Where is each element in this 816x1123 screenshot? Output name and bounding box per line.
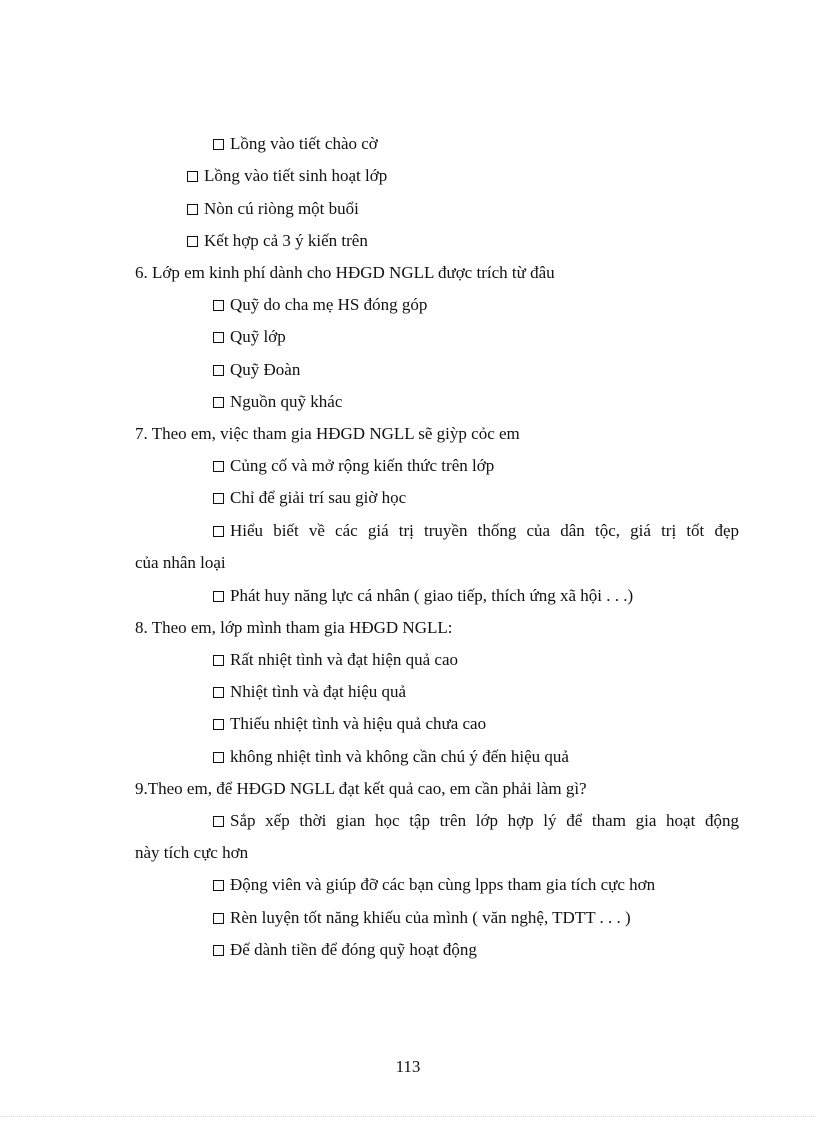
option-checkbox-row[interactable] xyxy=(187,199,359,219)
option-label: Để dành tiền để đóng quỹ hoạt động xyxy=(230,940,477,959)
option-checkbox-row[interactable] xyxy=(213,360,300,380)
question-8-text: 8. Theo em, lớp mình tham gia HĐGD NGLL: xyxy=(135,618,453,637)
option-label-continuation: này tích cực hơn xyxy=(135,843,249,862)
option-label: Nguồn quỹ khác xyxy=(230,392,343,411)
option-checkbox-row[interactable] xyxy=(213,295,427,315)
option-checkbox-row[interactable] xyxy=(213,747,569,767)
option-checkbox-row[interactable] xyxy=(213,940,477,960)
checkbox-icon[interactable] xyxy=(187,236,198,247)
option-label: Hiểu biết về các giá trị truyền thống của dân tộc, giá trị tốt đẹp xyxy=(230,521,739,540)
option-checkbox-row[interactable] xyxy=(213,650,458,670)
option-checkbox-row[interactable] xyxy=(213,714,486,734)
option-checkbox-row[interactable] xyxy=(213,488,406,508)
page-number: 113 xyxy=(395,1057,421,1076)
option-label: Sắp xếp thời gian học tập trên lớp hợp lý để tham gia hoạt động xyxy=(230,811,739,830)
option-label: không nhiệt tình và không cần chú ý đến hiệu quả xyxy=(230,747,569,766)
option-checkbox-row[interactable] xyxy=(213,327,286,347)
checkbox-icon[interactable] xyxy=(187,171,198,182)
checkbox-icon[interactable] xyxy=(187,204,198,215)
option-label: Quỹ do cha mẹ HS đóng góp xyxy=(230,295,428,314)
option-label: Lồng vào tiết sinh hoạt lớp xyxy=(204,166,388,185)
option-label: Chỉ để giải trí sau giờ học xyxy=(230,488,407,507)
checkbox-icon[interactable] xyxy=(213,752,224,763)
checkbox-icon[interactable] xyxy=(213,655,224,666)
option-label: Kết hợp cả 3 ý kiến trên xyxy=(204,231,368,250)
checkbox-icon[interactable] xyxy=(213,332,224,343)
checkbox-icon[interactable] xyxy=(213,493,224,504)
checkbox-icon[interactable] xyxy=(213,300,224,311)
question-7-text: 7. Theo em, việc tham gia HĐGD NGLL sẽ giỳp cỏc em xyxy=(135,424,520,443)
option-checkbox-row[interactable] xyxy=(213,682,406,702)
option-checkbox-row[interactable] xyxy=(213,521,739,541)
option-checkbox-row[interactable] xyxy=(213,875,655,895)
option-checkbox-row[interactable] xyxy=(213,586,633,606)
option-checkbox-row[interactable] xyxy=(187,166,387,186)
option-checkbox-row[interactable] xyxy=(213,811,739,831)
option-checkbox-row[interactable] xyxy=(187,231,368,251)
option-checkbox-row[interactable] xyxy=(213,392,342,412)
question-6-text: 6. Lớp em kinh phí dành cho HĐGD NGLL được trích từ đâu xyxy=(135,263,555,282)
footer-divider xyxy=(0,1116,816,1118)
checkbox-icon[interactable] xyxy=(213,687,224,698)
option-label: Nòn cú riòng một buổi xyxy=(204,199,359,218)
option-checkbox-row[interactable] xyxy=(213,908,631,928)
option-label: Quỹ Đoàn xyxy=(230,360,301,379)
checkbox-icon[interactable] xyxy=(213,139,224,150)
option-label: Củng cố và mở rộng kiến thức trên lớp xyxy=(230,456,495,475)
checkbox-icon[interactable] xyxy=(213,461,224,472)
checkbox-icon[interactable] xyxy=(213,945,224,956)
option-label: Nhiệt tình và đạt hiệu quả xyxy=(230,682,407,701)
checkbox-icon[interactable] xyxy=(213,397,224,408)
option-label: Thiếu nhiệt tình và hiệu quả chưa cao xyxy=(230,714,487,733)
checkbox-icon[interactable] xyxy=(213,719,224,730)
checkbox-icon[interactable] xyxy=(213,526,224,537)
option-label: Quỹ lớp xyxy=(230,327,286,346)
checkbox-icon[interactable] xyxy=(213,880,224,891)
option-label-continuation: của nhân loại xyxy=(135,553,226,572)
option-checkbox-row[interactable] xyxy=(213,456,494,476)
checkbox-icon[interactable] xyxy=(213,913,224,924)
option-label: Động viên và giúp đỡ các bạn cùng lpps tham gia tích cực hơn xyxy=(230,875,656,894)
option-checkbox-row[interactable] xyxy=(213,134,378,154)
question-9-text: 9.Theo em, để HĐGD NGLL đạt kết quả cao, em cần phải làm gì? xyxy=(135,779,587,798)
option-label: Rất nhiệt tình và đạt hiện quả cao xyxy=(230,650,459,669)
option-label: Phát huy năng lực cá nhân ( giao tiếp, thích ứng xã hội . . .) xyxy=(230,586,634,605)
checkbox-icon[interactable] xyxy=(213,816,224,827)
checkbox-icon[interactable] xyxy=(213,591,224,602)
option-label: Lồng vào tiết chào cờ xyxy=(230,134,378,153)
option-label: Rèn luyện tốt năng khiếu của mình ( văn nghệ, TDTT . . . ) xyxy=(230,908,631,927)
checkbox-icon[interactable] xyxy=(213,365,224,376)
